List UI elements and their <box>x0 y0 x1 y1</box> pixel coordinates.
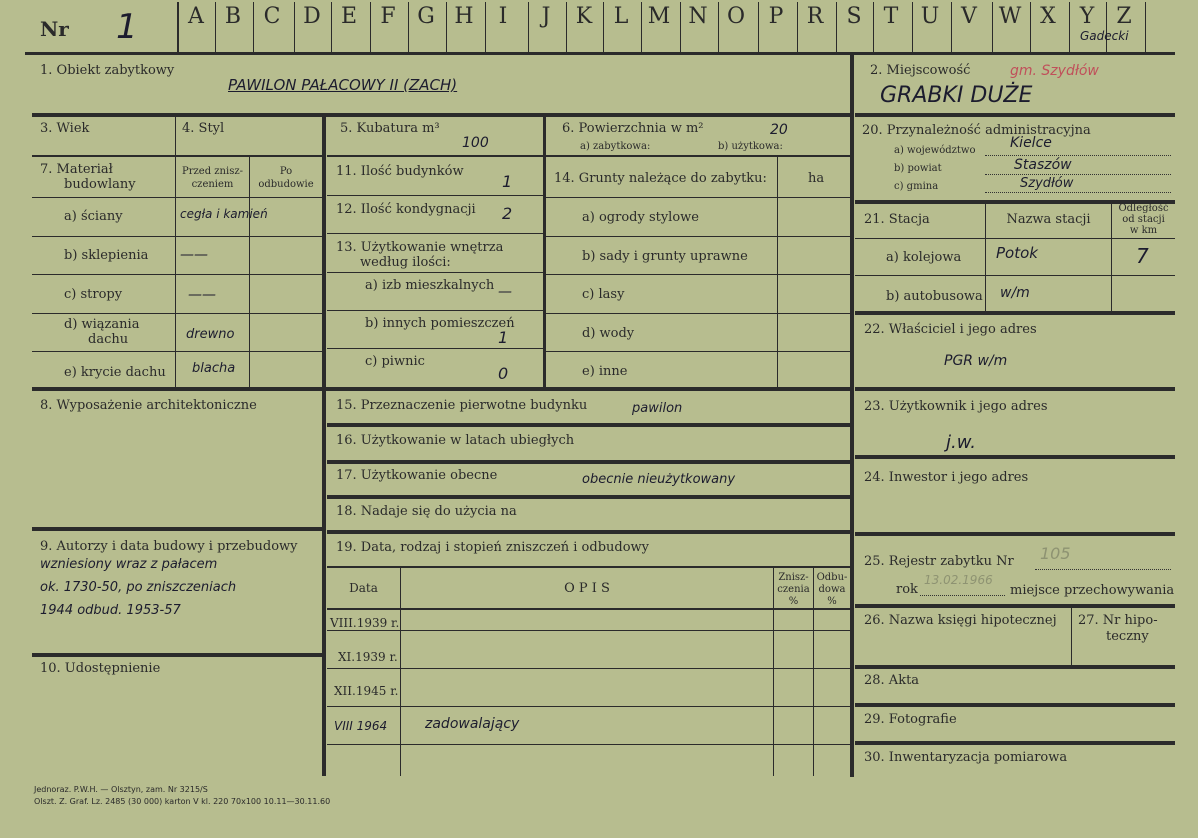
f21-col-dist-1: Odległość <box>1118 203 1169 214</box>
f20-a-value: Kielce <box>1010 135 1052 151</box>
f19-col-odbu-pct: % <box>827 596 837 607</box>
f25-value: 105 <box>1040 544 1071 563</box>
f29-label: 29. Fotografie <box>864 712 957 727</box>
row-roofing-label: e) krycie dachu <box>64 365 166 380</box>
letter-16: R <box>806 4 824 29</box>
col-before-1: Przed znisz- <box>182 166 243 177</box>
f20-b-label: b) powiat <box>894 163 942 174</box>
f21-a-label: a) kolejowa <box>886 250 962 265</box>
f9-line-3: 1944 odbud. 1953-57 <box>40 603 181 618</box>
f20-c-label: c) gmina <box>894 181 939 192</box>
f13-label-2: według ilości: <box>360 255 451 270</box>
letter-17: S <box>846 4 862 29</box>
f21-b-name: w/m <box>1000 285 1030 301</box>
col-after-2: odbudowie <box>258 179 314 190</box>
f4-label: 4. Styl <box>182 121 225 136</box>
letter-14: O <box>726 4 746 29</box>
f6a-label: a) zabytkowa: <box>580 141 651 152</box>
f27-label-1: 27. Nr hipo- <box>1078 613 1158 628</box>
f14d-label: d) wody <box>582 326 635 341</box>
row-vaults-label: b) sklepienia <box>64 248 149 263</box>
f15-value: pawilon <box>632 401 683 416</box>
letter-5: F <box>380 4 396 29</box>
f14a-label: a) ogrody stylowe <box>582 210 699 225</box>
f13b-label: b) innych pomieszczeń <box>365 316 515 331</box>
f13c-label: c) piwnic <box>365 354 425 369</box>
f23-value: j.w. <box>946 432 977 453</box>
f23-label: 23. Użytkownik i jego adres <box>864 399 1048 414</box>
f20-c-value: Szydłów <box>1020 176 1074 191</box>
f13a-label: a) izb mieszkalnych <box>365 278 495 293</box>
f20-b-value: Staszów <box>1014 157 1072 173</box>
row-vaults-value: —— <box>180 247 208 263</box>
row-ceilings-value: —— <box>188 287 216 303</box>
letter-3: D <box>303 4 321 29</box>
f1-label: 1. Obiekt zabytkowy <box>40 63 175 78</box>
f9-line-1: wzniesiony wraz z pałacem <box>40 557 218 572</box>
letter-11: L <box>613 4 629 29</box>
f18-label: 18. Nadaje się do użycia na <box>336 504 517 519</box>
col-before-2: czeniem <box>191 179 234 190</box>
f26-label: 26. Nazwa księgi hipotecznej <box>864 613 1057 628</box>
letter-10: K <box>575 4 593 29</box>
f17-label: 17. Użytkowanie obecne <box>336 468 498 483</box>
row-ceilings-label: c) stropy <box>64 287 123 302</box>
f5-label: 5. Kubatura m³ <box>340 121 440 136</box>
f13b-value: 1 <box>498 328 509 347</box>
f2-value: GRABKI DUŻE <box>880 83 1033 108</box>
row-roofing-value: blacha <box>192 361 236 376</box>
f19-col-znisz-2: czenia <box>777 584 810 595</box>
f15-label: 15. Przeznaczenie pierwotne budynku <box>336 398 588 413</box>
f21-col-name: Nazwa stacji <box>1006 212 1091 227</box>
f14c-label: c) lasy <box>582 287 625 302</box>
f14-unit: ha <box>808 171 825 186</box>
row-walls-value: cegła i kamień <box>180 207 268 221</box>
f6-value: 20 <box>770 122 788 138</box>
letter-18: T <box>883 4 899 29</box>
footer-line-2: Olszt. Z. Graf. Lz. 2485 (30 000) karton V kl. 220 70x100 10.11—30.11.60 <box>34 797 331 806</box>
f9-line-2: ok. 1730-50, po zniszczeniach <box>40 580 237 595</box>
letter-19: U <box>920 4 940 29</box>
f25-year-value: 13.02.1966 <box>924 573 993 587</box>
f19-col-odbu-2: dowa <box>818 584 846 595</box>
f25-place-label: miejsce przechowywania <box>1010 583 1175 598</box>
f19-col-opis: O P I S <box>564 581 610 596</box>
f7-label: 7. Materiał <box>40 162 113 177</box>
letter-21: W <box>998 4 1022 29</box>
letter-12: M <box>647 4 671 29</box>
f10-label: 10. Udostępnienie <box>40 661 161 676</box>
letter-23: Y <box>1079 4 1095 29</box>
letter-8: I <box>498 4 508 29</box>
letter-20: V <box>961 4 977 29</box>
f6-label: 6. Powierzchnia w m² <box>562 121 704 136</box>
f19-date-3: XII.1945 r. <box>334 684 399 698</box>
f17-value: obecnie nieużytkowany <box>582 472 736 487</box>
f30-label: 30. Inwentaryzacja pomiarowa <box>864 750 1068 765</box>
letter-0: A <box>188 4 204 29</box>
letter-2: C <box>263 4 281 29</box>
f22-value: PGR w/m <box>944 353 1008 369</box>
f21-label: 21. Stacja <box>864 212 930 227</box>
col-after-1: Po <box>279 166 293 177</box>
letter-1: B <box>224 4 242 29</box>
letter-15: P <box>768 4 784 29</box>
f11-label: 11. Ilość budynków <box>336 164 464 179</box>
f21-col-dist-3: w km <box>1129 225 1158 236</box>
letter-4: E <box>340 4 358 29</box>
f22-label: 22. Właściciel i jego adres <box>864 322 1037 337</box>
f2-label: 2. Miejscowość <box>870 63 971 78</box>
f19-date-4: VIII 1964 <box>334 719 388 733</box>
f19-desc: zadowalający <box>425 716 520 732</box>
corner-note: Gadecki <box>1080 29 1129 43</box>
f19-col-znisz-1: Znisz- <box>778 572 809 583</box>
f9-label: 9. Autorzy i data budowy i przebudowy <box>40 539 298 554</box>
f13c-value: 0 <box>498 364 509 383</box>
row-walls-label: a) ściany <box>64 209 123 224</box>
f21-a-name: Potok <box>996 244 1038 262</box>
nr-label: Nr <box>40 17 69 41</box>
f3-label: 3. Wiek <box>40 121 90 136</box>
f21-b-label: b) autobusowa <box>886 289 983 304</box>
f21-a-dist: 7 <box>1136 244 1149 268</box>
f12-label: 12. Ilość kondygnacji <box>336 202 476 217</box>
f19-date-2: XI.1939 r. <box>338 650 398 664</box>
f6b-label: b) użytkowa: <box>718 141 783 152</box>
row-roof-truss-label-2: dachu <box>88 332 129 347</box>
f7-label-2: budowlany <box>64 177 136 192</box>
f25-label: 25. Rejestr zabytku Nr <box>864 554 1014 569</box>
f8-label: 8. Wyposażenie architektoniczne <box>40 398 257 413</box>
letter-13: N <box>688 4 708 29</box>
f19-col-date: Data <box>349 581 378 595</box>
footer-line-1: Jednoraz. P.W.H. — Olsztyn, zam. Nr 3215/S <box>34 785 208 794</box>
f19-date-1: VIII.1939 r. <box>330 616 400 630</box>
f14-label: 14. Grunty należące do zabytku: <box>554 171 767 186</box>
f16-label: 16. Użytkowanie w latach ubiegłych <box>336 433 575 448</box>
f19-col-znisz-pct: % <box>788 596 799 607</box>
f25-year-label: rok <box>896 582 918 597</box>
f27-label-2: teczny <box>1106 629 1149 644</box>
row-roof-truss-label: d) wiązania <box>64 317 140 332</box>
letter-22: X <box>1040 4 1056 29</box>
f11-value: 1 <box>502 172 513 191</box>
f24-label: 24. Inwestor i jego adres <box>864 470 1029 485</box>
letter-6: G <box>417 4 435 29</box>
f20-label: 20. Przynależność administracyjna <box>862 123 1091 138</box>
f19-label: 19. Data, rodzaj i stopień zniszczeń i odbudowy <box>336 540 650 555</box>
f20-a-label: a) województwo <box>894 145 976 156</box>
f12-value: 2 <box>502 204 513 223</box>
f5-value: 100 <box>462 135 489 151</box>
f1-value: PAWILON PAŁACOWY II (ZACH) <box>228 76 458 94</box>
letter-9: J <box>541 4 551 29</box>
f14e-label: e) inne <box>582 364 628 379</box>
letter-7: H <box>454 4 474 29</box>
letter-24: Z <box>1116 4 1132 29</box>
f21-col-dist-2: od stacji <box>1122 214 1165 225</box>
f28-label: 28. Akta <box>864 673 920 688</box>
f13-label: 13. Użytkowanie wnętrza <box>336 240 504 255</box>
f19-col-odbu-1: Odbu- <box>816 572 848 583</box>
f2-note: gm. Szydłów <box>1010 63 1099 79</box>
row-roof-truss-value: drewno <box>186 327 235 342</box>
f13a-value: — <box>498 284 512 300</box>
f14b-label: b) sady i grunty uprawne <box>582 249 748 264</box>
nr-value: 1 <box>116 7 138 47</box>
